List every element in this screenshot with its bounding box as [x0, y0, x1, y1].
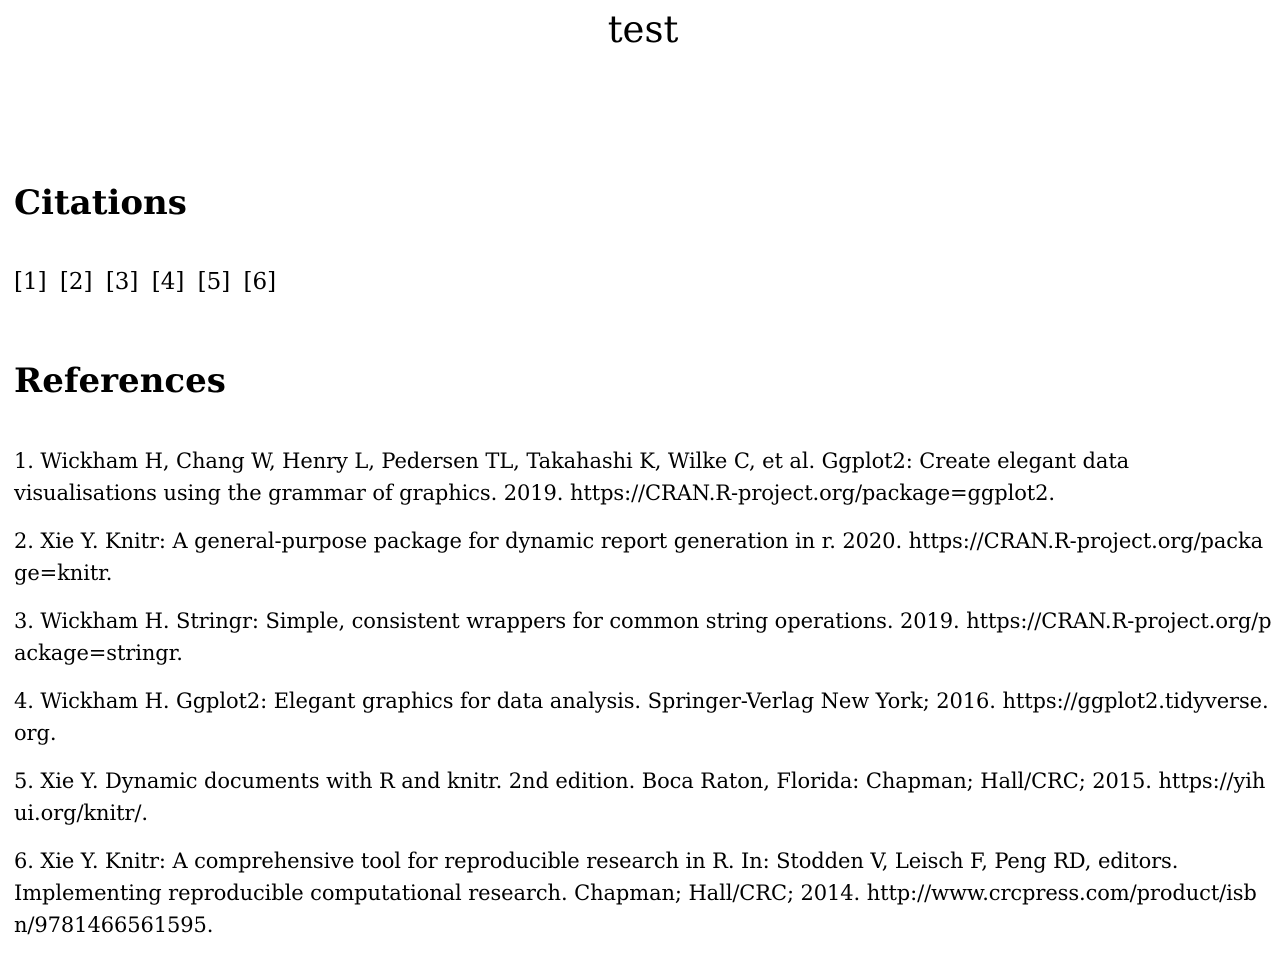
citation-link-5[interactable]: [5] — [197, 269, 231, 295]
reference-text: 1. Wickham H, Chang W, Henry L, Pedersen TL, Takahashi K, Wilke C, et al. Ggplot2: Create elegant data visualisations using the grammar of graphics. 2019. — [14, 449, 1130, 505]
citation-link-4[interactable]: [4] — [151, 269, 185, 295]
reference-item-3 — [14, 605, 1272, 669]
citations-heading: Citations — [14, 183, 187, 223]
references-heading: References — [14, 361, 226, 401]
reference-list — [14, 445, 1272, 957]
reference-url-link[interactable]: http://www.crcpress.com/product/isbn/9781466561595. — [14, 881, 1257, 937]
reference-item-4 — [14, 685, 1272, 749]
reference-item-1 — [14, 445, 1272, 509]
reference-text: 2. Xie Y. Knitr: A general-purpose package for dynamic report generation in r. 2020. — [14, 529, 909, 553]
reference-url-link[interactable]: https://CRAN.R-project.org/package=ggplot2. — [569, 481, 1055, 505]
reference-item-2 — [14, 525, 1272, 589]
reference-url-link[interactable]: https://CRAN.R-project.org/package=stringr. — [14, 609, 1272, 665]
citations-line — [14, 266, 282, 298]
reference-item-6 — [14, 845, 1272, 941]
reference-text: 4. Wickham H. Ggplot2: Elegant graphics for data analysis. Springer-Verlag New York; 2016. — [14, 689, 1003, 713]
reference-text: 6. Xie Y. Knitr: A comprehensive tool for reproducible research in R. In: Stodden V, Leisch F, Peng RD, editors. Implementing reproducible computational research. Chapman; Hall/CRC; 2014. — [14, 849, 1179, 905]
citation-link-2[interactable]: [2] — [59, 269, 93, 295]
reference-url-link[interactable]: https://yihui.org/knitr/. — [14, 769, 1266, 825]
citation-link-1[interactable]: [1] — [14, 269, 47, 295]
citation-link-6[interactable]: [6] — [243, 269, 277, 295]
citation-link-3[interactable]: [3] — [105, 269, 139, 295]
reference-url-link[interactable]: https://ggplot2.tidyverse.org. — [14, 689, 1269, 745]
reference-text: 5. Xie Y. Dynamic documents with R and knitr. 2nd edition. Boca Raton, Florida: Chapman; Hall/CRC; 2015. — [14, 769, 1159, 793]
reference-item-5 — [14, 765, 1272, 829]
reference-text: 3. Wickham H. Stringr: Simple, consistent wrappers for common string operations. 2019. — [14, 609, 967, 633]
reference-url-link[interactable]: https://CRAN.R-project.org/package=knitr. — [14, 529, 1264, 585]
document-title: test — [607, 8, 679, 51]
